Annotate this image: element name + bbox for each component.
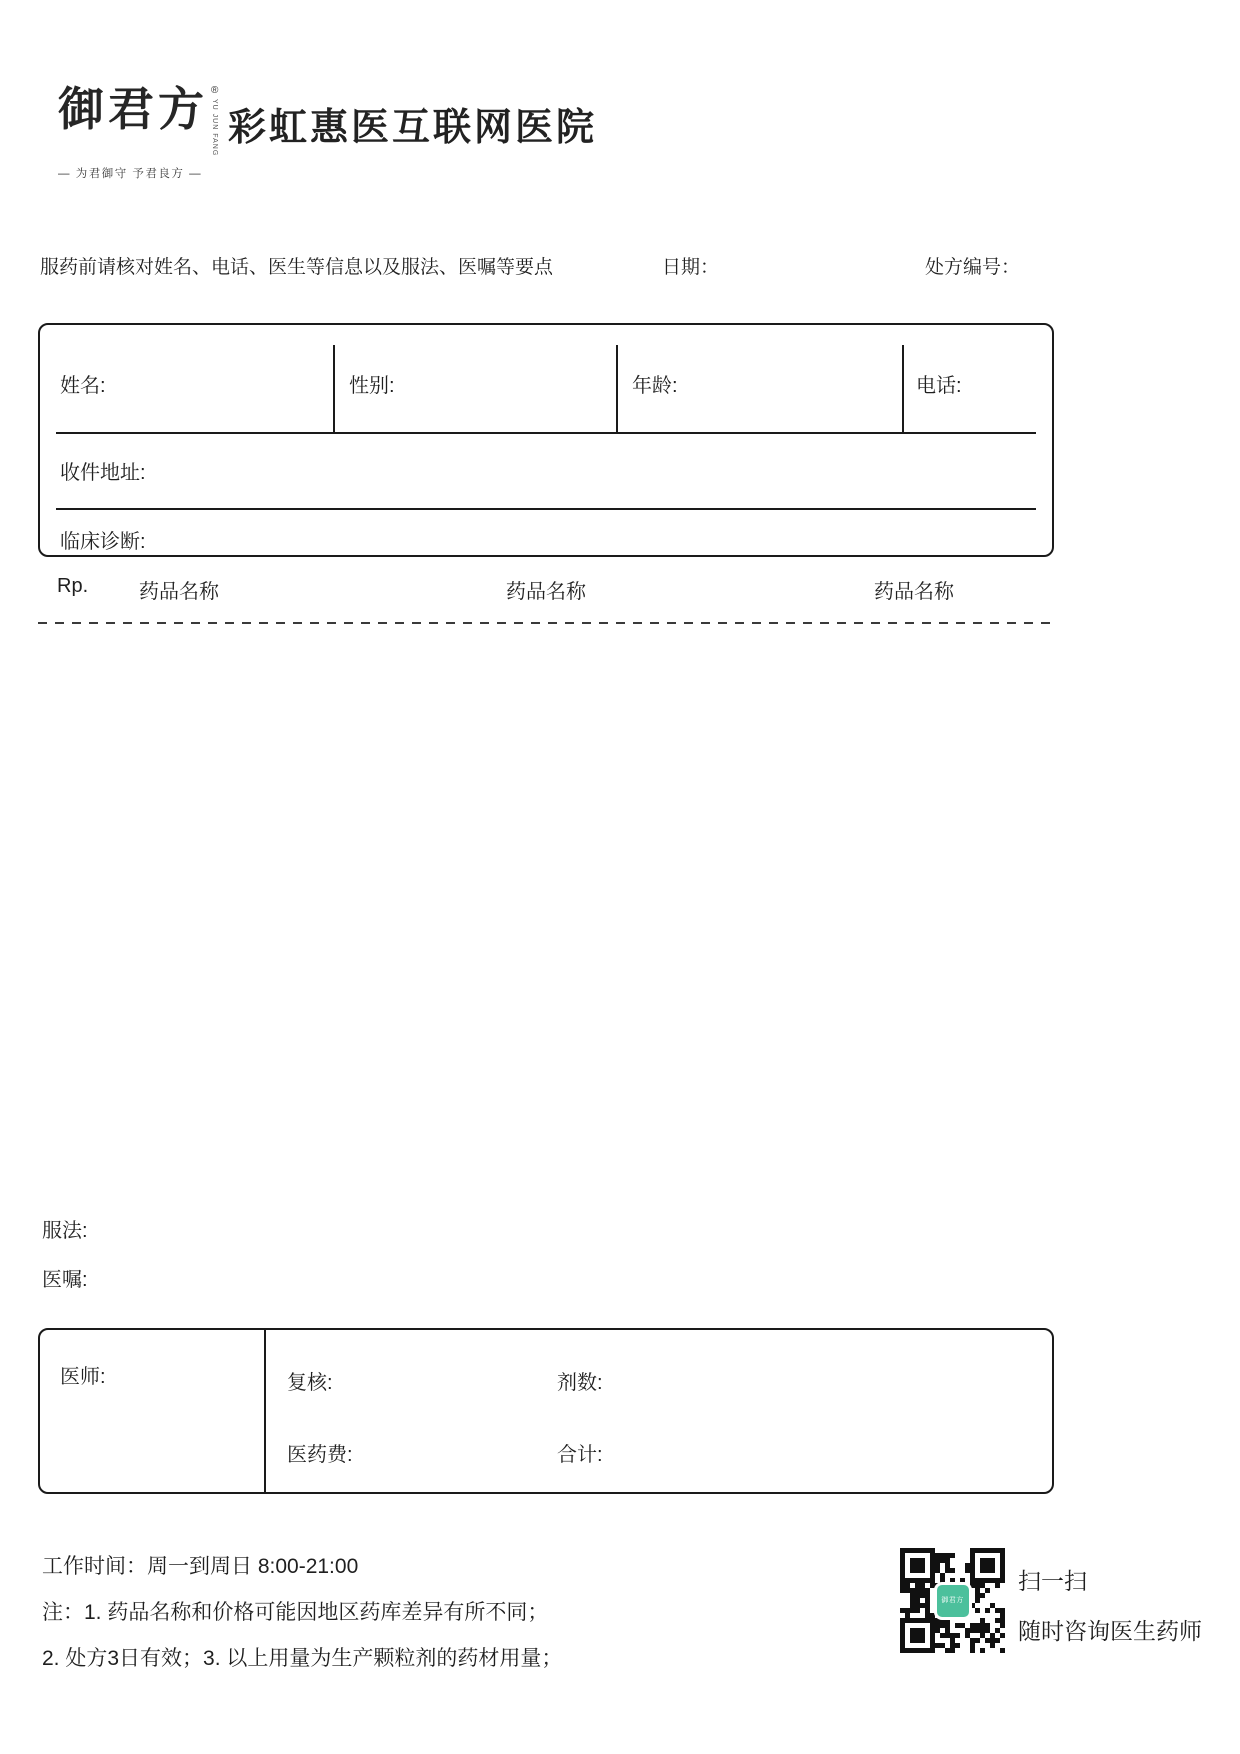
total-amount-label: 合计:: [557, 1444, 603, 1466]
shipping-address-label: 收件地址:: [60, 462, 146, 484]
brand-logo-pinyin: YU JUN FANG: [211, 99, 219, 157]
usage-directions-label: 服法:: [42, 1220, 88, 1242]
patient-gender-label: 性别:: [349, 375, 395, 397]
registered-trademark-icon: ®: [211, 85, 219, 96]
medicine-fee-label: 医药费:: [287, 1444, 353, 1466]
cell-divider: [902, 345, 904, 433]
scan-qr-subtitle: 随时咨询医生药师: [1018, 1618, 1202, 1644]
patient-name-label: 姓名:: [60, 375, 106, 397]
drug-name-column-header: 药品名称: [506, 581, 586, 603]
rp-label: Rp.: [57, 575, 89, 597]
patient-info-box: [38, 323, 1054, 557]
brand-logo-text: 御君方: [58, 82, 208, 136]
doctor-advice-label: 医嘱:: [42, 1269, 88, 1291]
row-divider: [56, 432, 1036, 434]
qr-center-text: 御君方: [941, 1596, 964, 1604]
footer-note-line-1: 注：1. 药品名称和价格可能因地区药库差异有所不同；: [42, 1601, 549, 1624]
footer-note-line-2: 2. 处方3日有效；3. 以上用量为生产颗粒剂的药材用量；: [42, 1647, 563, 1670]
hospital-name-title: 彩虹惠医互联网医院: [228, 107, 598, 149]
doctor-signature-label: 医师:: [60, 1366, 106, 1388]
signature-box: [38, 1328, 1054, 1494]
row-divider: [56, 508, 1036, 510]
qr-center-badge: [937, 1585, 969, 1617]
brand-logo: [58, 84, 218, 181]
cell-divider: [333, 345, 335, 433]
cell-divider: [616, 345, 618, 433]
drug-name-column-header: 药品名称: [874, 581, 954, 603]
patient-phone-label: 电话:: [916, 375, 962, 397]
prescription-number-label: 处方编号：: [925, 257, 1021, 278]
reviewer-label: 复核:: [287, 1372, 333, 1394]
medication-check-reminder: 服药前请核对姓名、电话、医生等信息以及服法、医嘱等要点: [40, 257, 554, 278]
scan-qr-title: 扫一扫: [1018, 1568, 1087, 1594]
qr-code: [900, 1548, 1005, 1653]
working-hours-text: 工作时间：周一到周日 8:00-21:00: [42, 1555, 359, 1578]
doses-count-label: 剂数:: [557, 1372, 603, 1394]
patient-age-label: 年龄:: [632, 375, 678, 397]
cell-divider: [264, 1330, 266, 1492]
brand-tagline: — 为君御守 予君良方 —: [58, 168, 203, 181]
clinical-diagnosis-label: 临床诊断:: [60, 531, 146, 553]
date-label: 日期：: [662, 257, 720, 278]
dashed-separator: [38, 622, 1054, 624]
drug-name-column-header: 药品名称: [139, 581, 219, 603]
